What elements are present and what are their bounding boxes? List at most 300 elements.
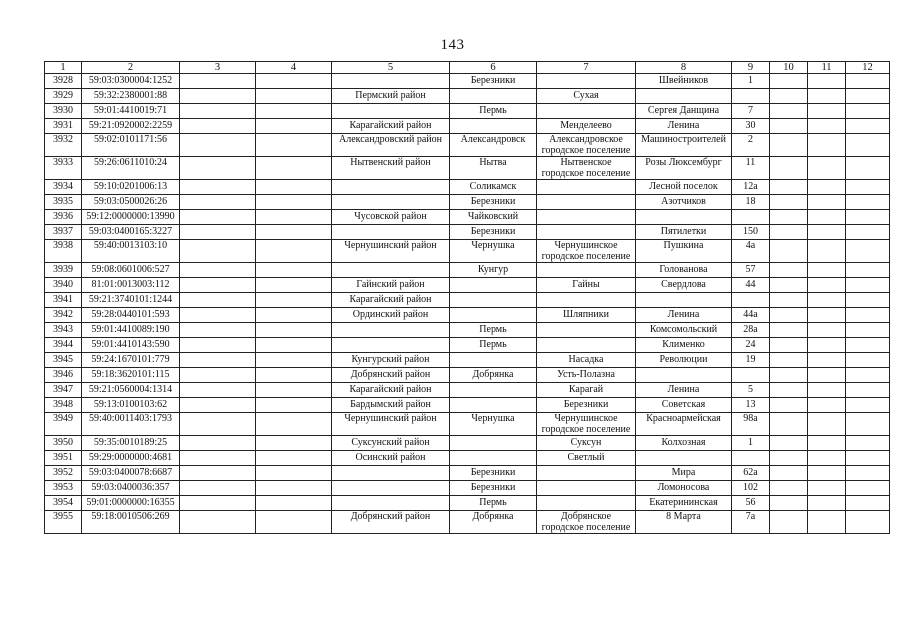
col11-cell [808, 278, 846, 293]
col3-cell [180, 104, 256, 119]
settlement-cell [537, 263, 636, 278]
row-number: 3949 [45, 413, 82, 436]
row-number: 3929 [45, 89, 82, 104]
col3-cell [180, 481, 256, 496]
header-cell: 1 [45, 62, 82, 74]
city-cell: Пермь [450, 496, 537, 511]
settlement-cell [537, 481, 636, 496]
header-cell: 10 [770, 62, 808, 74]
col11-cell [808, 263, 846, 278]
district-cell [332, 74, 450, 89]
table-row [45, 466, 890, 481]
col10-cell [770, 104, 808, 119]
house-number-cell: 7 [732, 104, 770, 119]
col11-cell [808, 293, 846, 308]
col10-cell [770, 368, 808, 383]
settlement-cell [537, 195, 636, 210]
street-cell: Розы Люксембург [636, 157, 732, 180]
street-cell: Ломоносова [636, 481, 732, 496]
street-cell [636, 293, 732, 308]
house-number-cell: 2 [732, 134, 770, 157]
col4-cell [256, 74, 332, 89]
col10-cell [770, 74, 808, 89]
col10-cell [770, 157, 808, 180]
col12-cell [846, 225, 890, 240]
house-number-cell: 24 [732, 338, 770, 353]
row-number: 3934 [45, 180, 82, 195]
street-cell: Клименко [636, 338, 732, 353]
col4-cell [256, 195, 332, 210]
col10-cell [770, 134, 808, 157]
street-cell: Мира [636, 466, 732, 481]
settlement-cell: Гайны [537, 278, 636, 293]
table-row [45, 225, 890, 240]
city-cell: Соликамск [450, 180, 537, 195]
col3-cell [180, 195, 256, 210]
col10-cell [770, 338, 808, 353]
row-number: 3928 [45, 74, 82, 89]
district-cell: Добрянский район [332, 368, 450, 383]
col3-cell [180, 74, 256, 89]
district-cell [332, 323, 450, 338]
col12-cell [846, 74, 890, 89]
street-cell: Пушкина [636, 240, 732, 263]
settlement-cell [537, 338, 636, 353]
table-row [45, 74, 890, 89]
col10-cell [770, 240, 808, 263]
col12-cell [846, 195, 890, 210]
col4-cell [256, 278, 332, 293]
col12-cell [846, 413, 890, 436]
col10-cell [770, 481, 808, 496]
district-cell: Чусовской район [332, 210, 450, 225]
house-number-cell: 11 [732, 157, 770, 180]
col3-cell [180, 353, 256, 368]
cadastral-number: 59:40:0013103:10 [82, 240, 180, 263]
cadastral-number: 59:03:0400036:357 [82, 481, 180, 496]
col4-cell [256, 481, 332, 496]
col4-cell [256, 119, 332, 134]
settlement-cell: Карагай [537, 383, 636, 398]
street-cell: Азотчиков [636, 195, 732, 210]
col4-cell [256, 180, 332, 195]
col12-cell [846, 436, 890, 451]
district-cell: Пермский район [332, 89, 450, 104]
cadastral-number: 59:03:0400078:6687 [82, 466, 180, 481]
cadastral-number: 59:01:0000000:16355 [82, 496, 180, 511]
header-cell: 3 [180, 62, 256, 74]
col3-cell [180, 413, 256, 436]
city-cell: Нытва [450, 157, 537, 180]
city-cell: Березники [450, 225, 537, 240]
col4-cell [256, 210, 332, 225]
header-cell: 2 [82, 62, 180, 74]
city-cell: Березники [450, 481, 537, 496]
city-cell: Александровск [450, 134, 537, 157]
header-cell: 9 [732, 62, 770, 74]
city-cell: Пермь [450, 104, 537, 119]
col3-cell [180, 398, 256, 413]
col12-cell [846, 104, 890, 119]
col4-cell [256, 104, 332, 119]
city-cell: Чайковский [450, 210, 537, 225]
col11-cell [808, 511, 846, 534]
street-cell: Сергея Данщина [636, 104, 732, 119]
col11-cell [808, 451, 846, 466]
col11-cell [808, 119, 846, 134]
col10-cell [770, 511, 808, 534]
table-row [45, 293, 890, 308]
col3-cell [180, 180, 256, 195]
district-cell [332, 104, 450, 119]
table-row [45, 451, 890, 466]
col12-cell [846, 353, 890, 368]
street-cell: Революции [636, 353, 732, 368]
street-cell: Ленина [636, 308, 732, 323]
col11-cell [808, 308, 846, 323]
header-cell: 8 [636, 62, 732, 74]
settlement-cell: Александровское городское поселение [537, 134, 636, 157]
row-number: 3940 [45, 278, 82, 293]
cadastral-number: 59:18:3620101:115 [82, 368, 180, 383]
header-cell: 6 [450, 62, 537, 74]
settlement-cell: Усть-Полазна [537, 368, 636, 383]
city-cell: Пермь [450, 338, 537, 353]
col4-cell [256, 496, 332, 511]
col11-cell [808, 368, 846, 383]
house-number-cell: 98а [732, 413, 770, 436]
settlement-cell: Чернушинское городское поселение [537, 240, 636, 263]
settlement-cell: Светлый [537, 451, 636, 466]
table-row [45, 89, 890, 104]
district-cell: Чернушинский район [332, 413, 450, 436]
col11-cell [808, 240, 846, 263]
street-cell: Колхозная [636, 436, 732, 451]
house-number-cell [732, 210, 770, 225]
col11-cell [808, 134, 846, 157]
col10-cell [770, 413, 808, 436]
house-number-cell [732, 368, 770, 383]
col12-cell [846, 338, 890, 353]
col11-cell [808, 496, 846, 511]
col10-cell [770, 293, 808, 308]
row-number: 3936 [45, 210, 82, 225]
col11-cell [808, 180, 846, 195]
table-row [45, 210, 890, 225]
house-number-cell: 30 [732, 119, 770, 134]
col4-cell [256, 398, 332, 413]
col11-cell [808, 74, 846, 89]
table-row [45, 180, 890, 195]
col11-cell [808, 157, 846, 180]
row-number: 3944 [45, 338, 82, 353]
col11-cell [808, 89, 846, 104]
col10-cell [770, 308, 808, 323]
header-cell: 11 [808, 62, 846, 74]
table-row [45, 496, 890, 511]
city-cell: Кунгур [450, 263, 537, 278]
col4-cell [256, 413, 332, 436]
district-cell [332, 195, 450, 210]
street-cell: Голованова [636, 263, 732, 278]
district-cell [332, 225, 450, 240]
header-cell: 5 [332, 62, 450, 74]
col12-cell [846, 119, 890, 134]
col10-cell [770, 353, 808, 368]
row-number: 3933 [45, 157, 82, 180]
settlement-cell: Насадка [537, 353, 636, 368]
district-cell [332, 481, 450, 496]
street-cell [636, 210, 732, 225]
street-cell: Машиностроителей [636, 134, 732, 157]
cadastral-number: 59:01:4410089:190 [82, 323, 180, 338]
house-number-cell: 28а [732, 323, 770, 338]
col4-cell [256, 240, 332, 263]
cadastral-number: 59:21:3740101:1244 [82, 293, 180, 308]
col3-cell [180, 368, 256, 383]
cadastral-number: 59:21:0920002:2259 [82, 119, 180, 134]
col11-cell [808, 413, 846, 436]
col4-cell [256, 338, 332, 353]
col12-cell [846, 89, 890, 104]
cadastral-number: 59:32:2380001:88 [82, 89, 180, 104]
col12-cell [846, 157, 890, 180]
col11-cell [808, 195, 846, 210]
house-number-cell: 56 [732, 496, 770, 511]
col3-cell [180, 496, 256, 511]
col12-cell [846, 278, 890, 293]
col3-cell [180, 278, 256, 293]
city-cell [450, 278, 537, 293]
table-row [45, 511, 890, 534]
row-number: 3931 [45, 119, 82, 134]
street-cell [636, 451, 732, 466]
table-row [45, 353, 890, 368]
col10-cell [770, 180, 808, 195]
col3-cell [180, 134, 256, 157]
col3-cell [180, 240, 256, 263]
col12-cell [846, 263, 890, 278]
district-cell: Осинский район [332, 451, 450, 466]
city-cell: Добрянка [450, 368, 537, 383]
street-cell: Красноармейская [636, 413, 732, 436]
col11-cell [808, 225, 846, 240]
row-number: 3941 [45, 293, 82, 308]
row-number: 3932 [45, 134, 82, 157]
col4-cell [256, 466, 332, 481]
col10-cell [770, 496, 808, 511]
col12-cell [846, 481, 890, 496]
col10-cell [770, 225, 808, 240]
register-table [44, 61, 890, 534]
col10-cell [770, 89, 808, 104]
table-row [45, 104, 890, 119]
col10-cell [770, 278, 808, 293]
header-cell: 4 [256, 62, 332, 74]
city-cell [450, 119, 537, 134]
street-cell [636, 89, 732, 104]
col10-cell [770, 119, 808, 134]
house-number-cell: 5 [732, 383, 770, 398]
city-cell: Березники [450, 195, 537, 210]
row-number: 3930 [45, 104, 82, 119]
col12-cell [846, 240, 890, 263]
street-cell: Свердлова [636, 278, 732, 293]
row-number: 3943 [45, 323, 82, 338]
page-number: 143 [440, 37, 465, 53]
settlement-cell [537, 466, 636, 481]
settlement-cell: Менделеево [537, 119, 636, 134]
col10-cell [770, 398, 808, 413]
col11-cell [808, 323, 846, 338]
settlement-cell: Суксун [537, 436, 636, 451]
table-row [45, 278, 890, 293]
city-cell [450, 383, 537, 398]
cadastral-number: 59:29:0000000:4681 [82, 451, 180, 466]
city-cell [450, 293, 537, 308]
col3-cell [180, 511, 256, 534]
district-cell: Карагайский район [332, 383, 450, 398]
col3-cell [180, 308, 256, 323]
cadastral-number: 59:12:0000000:13990 [82, 210, 180, 225]
house-number-cell [732, 451, 770, 466]
col11-cell [808, 104, 846, 119]
house-number-cell: 19 [732, 353, 770, 368]
street-cell: Лесной поселок [636, 180, 732, 195]
table-header-row [45, 62, 890, 74]
table-row [45, 240, 890, 263]
cadastral-number: 81:01:0013003:112 [82, 278, 180, 293]
district-cell: Суксунский район [332, 436, 450, 451]
settlement-cell [537, 225, 636, 240]
settlement-cell [537, 210, 636, 225]
col4-cell [256, 451, 332, 466]
col3-cell [180, 466, 256, 481]
city-cell: Добрянка [450, 511, 537, 534]
header-cell: 12 [846, 62, 890, 74]
district-cell: Карагайский район [332, 293, 450, 308]
settlement-cell: Березники [537, 398, 636, 413]
col12-cell [846, 368, 890, 383]
col12-cell [846, 134, 890, 157]
row-number: 3955 [45, 511, 82, 534]
house-number-cell: 12а [732, 180, 770, 195]
table-row [45, 338, 890, 353]
col12-cell [846, 496, 890, 511]
col4-cell [256, 511, 332, 534]
row-number: 3952 [45, 466, 82, 481]
col11-cell [808, 353, 846, 368]
col11-cell [808, 466, 846, 481]
cadastral-number: 59:24:1670101:779 [82, 353, 180, 368]
city-cell [450, 89, 537, 104]
col3-cell [180, 323, 256, 338]
table-row [45, 119, 890, 134]
street-cell [636, 368, 732, 383]
row-number: 3953 [45, 481, 82, 496]
col12-cell [846, 466, 890, 481]
col12-cell [846, 210, 890, 225]
table-row [45, 134, 890, 157]
row-number: 3946 [45, 368, 82, 383]
house-number-cell: 18 [732, 195, 770, 210]
street-cell: Швейников [636, 74, 732, 89]
col3-cell [180, 210, 256, 225]
col12-cell [846, 308, 890, 323]
col12-cell [846, 398, 890, 413]
cadastral-number: 59:03:0400165:3227 [82, 225, 180, 240]
cadastral-number: 59:10:0201006:13 [82, 180, 180, 195]
row-number: 3948 [45, 398, 82, 413]
settlement-cell: Шляпники [537, 308, 636, 323]
table-row [45, 368, 890, 383]
row-number: 3954 [45, 496, 82, 511]
cadastral-number: 59:28:0440101:593 [82, 308, 180, 323]
row-number: 3942 [45, 308, 82, 323]
house-number-cell [732, 89, 770, 104]
house-number-cell: 13 [732, 398, 770, 413]
house-number-cell [732, 293, 770, 308]
house-number-cell: 4а [732, 240, 770, 263]
district-cell: Карагайский район [332, 119, 450, 134]
settlement-cell: Добрянское городское поселение [537, 511, 636, 534]
col3-cell [180, 436, 256, 451]
district-cell: Кунгурский район [332, 353, 450, 368]
row-number: 3951 [45, 451, 82, 466]
settlement-cell [537, 293, 636, 308]
cadastral-number: 59:01:4410019:71 [82, 104, 180, 119]
row-number: 3935 [45, 195, 82, 210]
district-cell [332, 338, 450, 353]
col12-cell [846, 451, 890, 466]
col4-cell [256, 225, 332, 240]
cadastral-number: 59:26:0611010:24 [82, 157, 180, 180]
col4-cell [256, 368, 332, 383]
settlement-cell: Сухая [537, 89, 636, 104]
row-number: 3938 [45, 240, 82, 263]
row-number: 3950 [45, 436, 82, 451]
district-cell [332, 263, 450, 278]
house-number-cell: 62а [732, 466, 770, 481]
city-cell [450, 353, 537, 368]
city-cell: Березники [450, 466, 537, 481]
city-cell [450, 451, 537, 466]
col3-cell [180, 263, 256, 278]
cadastral-number: 59:02:0101171:56 [82, 134, 180, 157]
col12-cell [846, 323, 890, 338]
street-cell: Советская [636, 398, 732, 413]
col4-cell [256, 323, 332, 338]
table-row [45, 398, 890, 413]
settlement-cell [537, 74, 636, 89]
house-number-cell: 1 [732, 74, 770, 89]
col12-cell [846, 383, 890, 398]
street-cell: Екатерининская [636, 496, 732, 511]
district-cell [332, 496, 450, 511]
settlement-cell [537, 180, 636, 195]
cadastral-number: 59:18:0010506:269 [82, 511, 180, 534]
street-cell: Ленина [636, 383, 732, 398]
district-cell: Гайнский район [332, 278, 450, 293]
cadastral-number: 59:13:0100103:62 [82, 398, 180, 413]
col3-cell [180, 89, 256, 104]
city-cell [450, 436, 537, 451]
table-row [45, 383, 890, 398]
city-cell [450, 398, 537, 413]
col3-cell [180, 383, 256, 398]
table-row [45, 436, 890, 451]
col4-cell [256, 134, 332, 157]
